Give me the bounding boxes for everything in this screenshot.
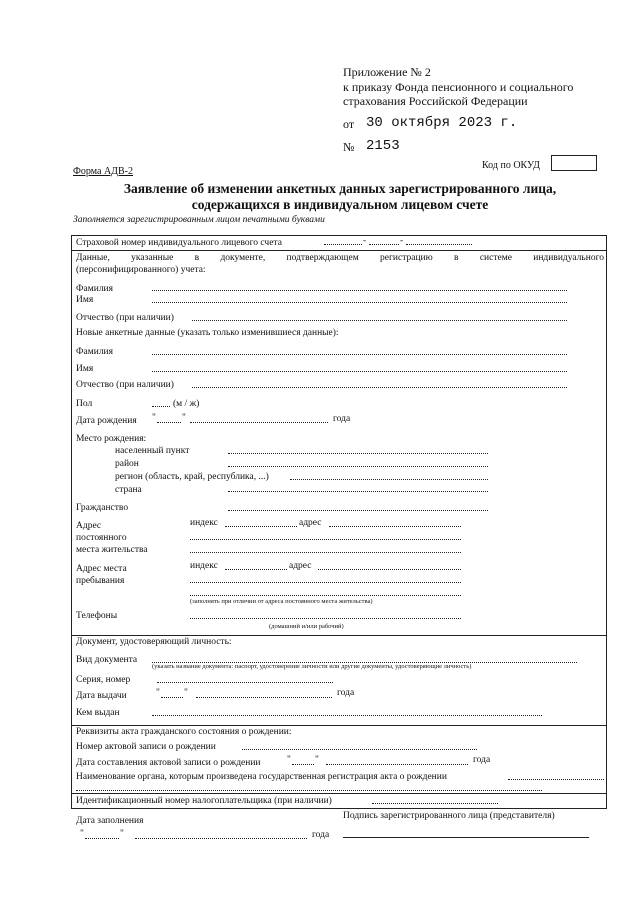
snils-part-2[interactable] [369, 244, 399, 245]
birth-record-label: Реквизиты акта гражданского состояния о рождении: [76, 727, 292, 737]
birth-month-year-field[interactable] [190, 422, 328, 423]
divider [72, 635, 606, 636]
stay-address-field-1[interactable] [318, 569, 461, 570]
stay-address-word: адрес [289, 561, 312, 571]
region-label: регион (область, край, республика, ...) [115, 472, 269, 482]
new-name-label: Имя [76, 364, 94, 374]
permanent-index-field[interactable] [225, 526, 297, 527]
signature-label: Подпись зарегистрированного лица (представителя) [343, 811, 555, 821]
new-surname-field[interactable] [152, 354, 567, 355]
new-data-label: Новые анкетные данные (указать только изменившиеся данные): [76, 328, 339, 338]
quote-open: " [80, 829, 84, 839]
snils-part-3[interactable] [406, 244, 472, 245]
new-name-field[interactable] [152, 371, 567, 372]
record-date-label: Дата составления актовой записи о рождении [76, 758, 261, 768]
quote-open: " [287, 755, 291, 765]
sex-hint: (м / ж) [173, 399, 200, 409]
issue-day-field[interactable] [161, 697, 183, 698]
permanent-address-field-3[interactable] [190, 552, 461, 553]
fill-date-label: Дата заполнения [76, 816, 144, 826]
quote-close: " [120, 829, 124, 839]
permanent-address-word: адрес [299, 518, 322, 528]
sex-field[interactable] [152, 406, 170, 407]
sex-label: Пол [76, 399, 93, 409]
series-number-label: Серия, номер [76, 675, 131, 685]
record-number-label: Номер актовой записи о рождении [76, 742, 216, 752]
order-date: 30 октября 2023 г. [366, 115, 518, 131]
fill-month-year-field[interactable] [135, 838, 307, 839]
snils-part-1[interactable] [324, 244, 362, 245]
snils-separator: - [400, 236, 404, 246]
stay-address-label: Адрес места [76, 564, 127, 574]
fill-year-suffix: года [312, 830, 330, 840]
quote-open: " [156, 688, 160, 698]
permanent-address-label-2: постоянного [76, 533, 127, 543]
birth-date-label: Дата рождения [76, 416, 137, 426]
district-field[interactable] [228, 466, 488, 467]
locality-field[interactable] [228, 453, 488, 454]
okud-label: Код по ОКУД [482, 160, 540, 171]
form-title-line-1: Заявление об изменении анкетных данных зарегистрированного лица, [123, 181, 557, 196]
record-number-field[interactable] [242, 749, 477, 750]
record-year-suffix: года [473, 755, 491, 765]
form-subtitle: Заполняется зарегистрированным лицом печатными буквами [73, 215, 325, 225]
current-patronymic-field[interactable] [192, 320, 567, 321]
new-patronymic-field[interactable] [192, 387, 567, 388]
country-field[interactable] [228, 491, 488, 492]
document-type-hint: (указать название документа: паспорт, удостоверение личности или другие документы, удостоверяющие личность) [152, 663, 472, 670]
current-surname-label: Фамилия [76, 284, 114, 294]
order-line-1: к приказу Фонда пенсионного и социального [343, 80, 574, 94]
stay-address-field-2[interactable] [190, 582, 461, 583]
district-label: район [115, 459, 139, 469]
region-field[interactable] [290, 479, 488, 480]
phones-hint: (домашний и/или рабочий) [269, 623, 344, 630]
quote-close: " [315, 755, 319, 765]
birth-day-field[interactable] [157, 422, 181, 423]
divider [72, 250, 606, 251]
order-number: 2153 [366, 138, 400, 154]
current-surname-field[interactable] [152, 290, 567, 291]
birth-year-suffix: года [333, 414, 351, 424]
divider [72, 793, 606, 794]
snils-label: Страховой номер индивидуального лицевого счета [76, 238, 282, 248]
citizenship-field[interactable] [228, 510, 488, 511]
issue-month-year-field[interactable] [196, 697, 332, 698]
record-month-year-field[interactable] [326, 764, 468, 765]
permanent-address-field-2[interactable] [190, 539, 461, 540]
issue-year-suffix: года [337, 688, 355, 698]
stay-address-field-3[interactable] [190, 595, 461, 596]
series-number-field[interactable] [157, 682, 333, 683]
stay-index-field[interactable] [225, 569, 287, 570]
new-patronymic-label: Отчество (при наличии) [76, 380, 174, 390]
document-type-label: Вид документа [76, 655, 138, 665]
quote-close: " [184, 688, 188, 698]
citizenship-label: Гражданство [76, 503, 129, 513]
phones-label: Телефоны [76, 611, 118, 621]
permanent-address-label: Адрес [76, 521, 102, 531]
document-label: Документ, удостоверяющий личность: [76, 637, 232, 647]
new-surname-label: Фамилия [76, 347, 114, 357]
quote-close: " [182, 413, 186, 423]
issued-by-field[interactable] [152, 715, 542, 716]
record-day-field[interactable] [292, 764, 314, 765]
order-line-2: страхования Российской Федерации [343, 94, 528, 108]
stay-index-label: индекс [190, 561, 218, 571]
stay-address-label-2: пребывания [76, 576, 125, 586]
current-name-label: Имя [76, 295, 94, 305]
current-data-label-2: (персонифицированного) учета: [76, 265, 206, 275]
permanent-address-label-3: места жительства [76, 545, 148, 555]
okud-input-box[interactable] [551, 155, 597, 171]
birth-place-label: Место рождения: [76, 434, 147, 444]
current-name-field[interactable] [152, 302, 567, 303]
form-code: Форма АДВ-2 [73, 166, 133, 177]
permanent-address-field-1[interactable] [329, 526, 461, 527]
issue-date-label: Дата выдачи [76, 691, 127, 701]
quote-open: " [152, 413, 156, 423]
locality-label: населенный пункт [115, 446, 190, 456]
authority-field-1[interactable] [508, 779, 604, 780]
fill-day-field[interactable] [85, 838, 119, 839]
country-label: страна [115, 485, 142, 495]
authority-label: Наименование органа, которым произведена государственная регистрация акта о рождении [76, 772, 447, 782]
date-prefix: от [343, 117, 355, 131]
snils-separator: - [363, 236, 367, 246]
current-data-label: Данные, указанные в документе, подтверждающем регистрацию в системе индивидуального [76, 253, 604, 263]
appendix-label: Приложение № 2 [343, 65, 431, 79]
form-title-line-2: содержащихся в индивидуальном лицевом счете [191, 197, 489, 212]
permanent-index-label: индекс [190, 518, 218, 528]
current-patronymic-label: Отчество (при наличии) [76, 313, 174, 323]
signature-line[interactable] [343, 837, 589, 838]
phones-field[interactable] [190, 618, 461, 619]
number-prefix: № [343, 140, 355, 154]
stay-address-hint: (заполнять при отличии от адреса постоянного места жительства) [190, 598, 373, 605]
inn-label: Идентификационный номер налогоплательщика (при наличии) [76, 796, 332, 806]
authority-field-2[interactable] [76, 790, 542, 791]
divider [72, 725, 606, 726]
inn-field[interactable] [372, 803, 498, 804]
issued-by-label: Кем выдан [76, 708, 120, 718]
